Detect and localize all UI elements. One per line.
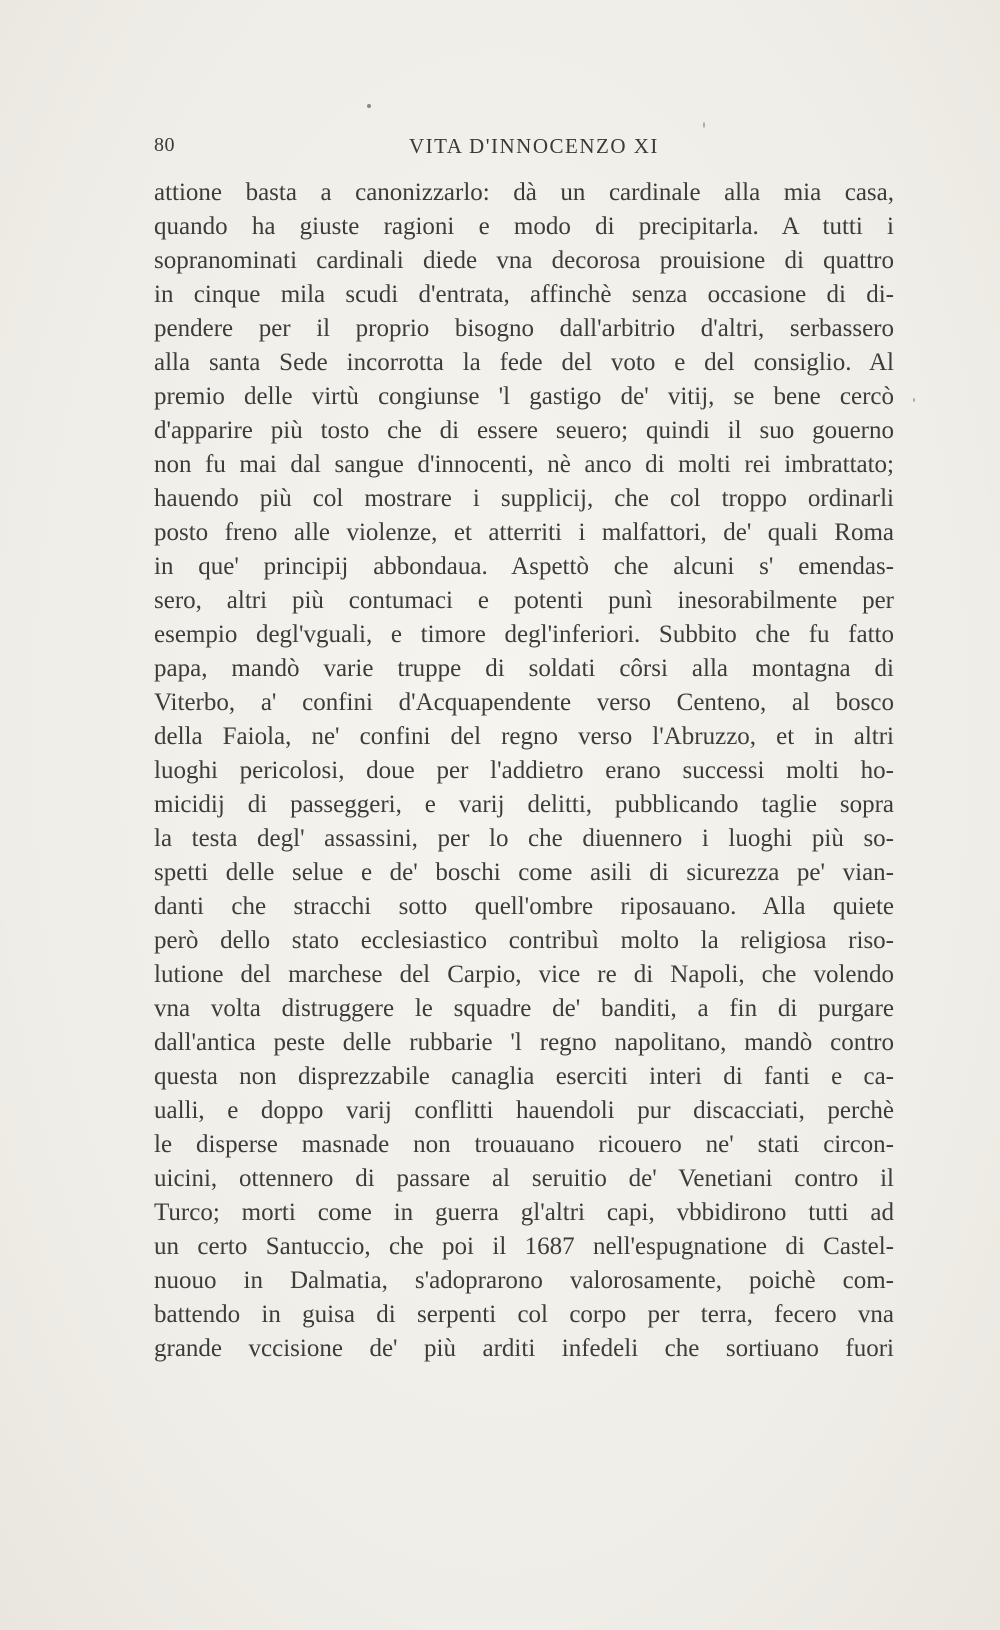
text-line: hauendo più col mostrare i supplicij, che col troppo ordinarli [154, 485, 894, 512]
text-line: in que' principij abbondaua. Aspettò che alcuni s' emendas- [154, 553, 894, 580]
text-line: vna volta distruggere le squadre de' banditi, a fin di purgare [154, 995, 894, 1022]
page-number: 80 [154, 134, 175, 156]
text-line: della Faiola, ne' confini del regno verso l'Abruzzo, et in altri [154, 723, 894, 750]
text-line: non fu mai dal sangue d'innocenti, nè anco di molti rei imbrattato; [154, 451, 894, 478]
text-line: quando ha giuste ragioni e modo di precipitarla. A tutti i [154, 213, 894, 240]
text-line: d'apparire più tosto che di essere seuero; quindi il suo gouerno [154, 417, 894, 444]
body-text [154, 176, 894, 1366]
text-line: questa non disprezzabile canaglia eserciti interi di fanti e ca- [154, 1063, 894, 1090]
text-line: un certo Santuccio, che poi il 1687 nell'espugnatione di Castel- [154, 1233, 894, 1260]
text-line: Viterbo, a' confini d'Acquapendente verso Centeno, al bosco [154, 689, 894, 716]
text-line: esempio degl'vguali, e timore degl'inferiori. Subbito che fu fatto [154, 621, 894, 648]
text-line: alla santa Sede incorrotta la fede del voto e del consiglio. Al [154, 349, 894, 376]
text-line: papa, mandò varie truppe di soldati côrsi alla montagna di [154, 655, 894, 682]
running-head [154, 134, 900, 164]
ink-speck [367, 104, 371, 108]
text-line: Turco; morti come in guerra gl'altri capi, vbbidirono tutti ad [154, 1199, 894, 1226]
text-line: posto freno alle violenze, et atterriti i malfattori, de' quali Roma [154, 519, 894, 546]
text-line: battendo in guisa di serpenti col corpo per terra, fecero vna [154, 1301, 894, 1328]
text-line: attione basta a canonizzarlo: dà un cardinale alla mia casa, [154, 179, 894, 206]
text-line: però dello stato ecclesiastico contribuì molto la religiosa riso- [154, 927, 894, 954]
text-line: uicini, ottennero di passare al seruitio de' Venetiani contro il [154, 1165, 894, 1192]
ink-speck [913, 398, 915, 402]
ink-speck [703, 122, 705, 128]
text-line: sopranominati cardinali diede vna decorosa prouisione di quattro [154, 247, 894, 274]
running-title: VITA D'INNOCENZO XI [409, 134, 659, 158]
text-line: dall'antica peste delle rubbarie 'l regno napolitano, mandò contro [154, 1029, 894, 1056]
text-line: la testa degl' assassini, per lo che diuennero i luoghi più so- [154, 825, 894, 852]
text-line: nuouo in Dalmatia, s'adoprarono valorosamente, poichè com- [154, 1267, 894, 1294]
text-line: danti che stracchi sotto quell'ombre riposauano. Alla quiete [154, 893, 894, 920]
text-line: lutione del marchese del Carpio, vice re di Napoli, che volendo [154, 961, 894, 988]
text-line: ualli, e doppo varij conflitti hauendoli pur discacciati, perchè [154, 1097, 894, 1124]
text-line: le disperse masnade non trouauano ricouero ne' stati circon- [154, 1131, 894, 1158]
text-line: premio delle virtù congiunse 'l gastigo de' vitij, se bene cercò [154, 383, 894, 410]
text-line: grande vccisione de' più arditi infedeli che sortiuano fuori [154, 1335, 894, 1362]
text-line: micidij di passeggeri, e varij delitti, pubblicando taglie sopra [154, 791, 894, 818]
text-line: in cinque mila scudi d'entrata, affinchè senza occasione di di- [154, 281, 894, 308]
text-line: pendere per il proprio bisogno dall'arbitrio d'altri, serbassero [154, 315, 894, 342]
text-line: luoghi pericolosi, doue per l'addietro erano successi molti ho- [154, 757, 894, 784]
text-line: sero, altri più contumaci e potenti punì inesorabilmente per [154, 587, 894, 614]
text-line: spetti delle selue e de' boschi come asili di sicurezza pe' vian- [154, 859, 894, 886]
